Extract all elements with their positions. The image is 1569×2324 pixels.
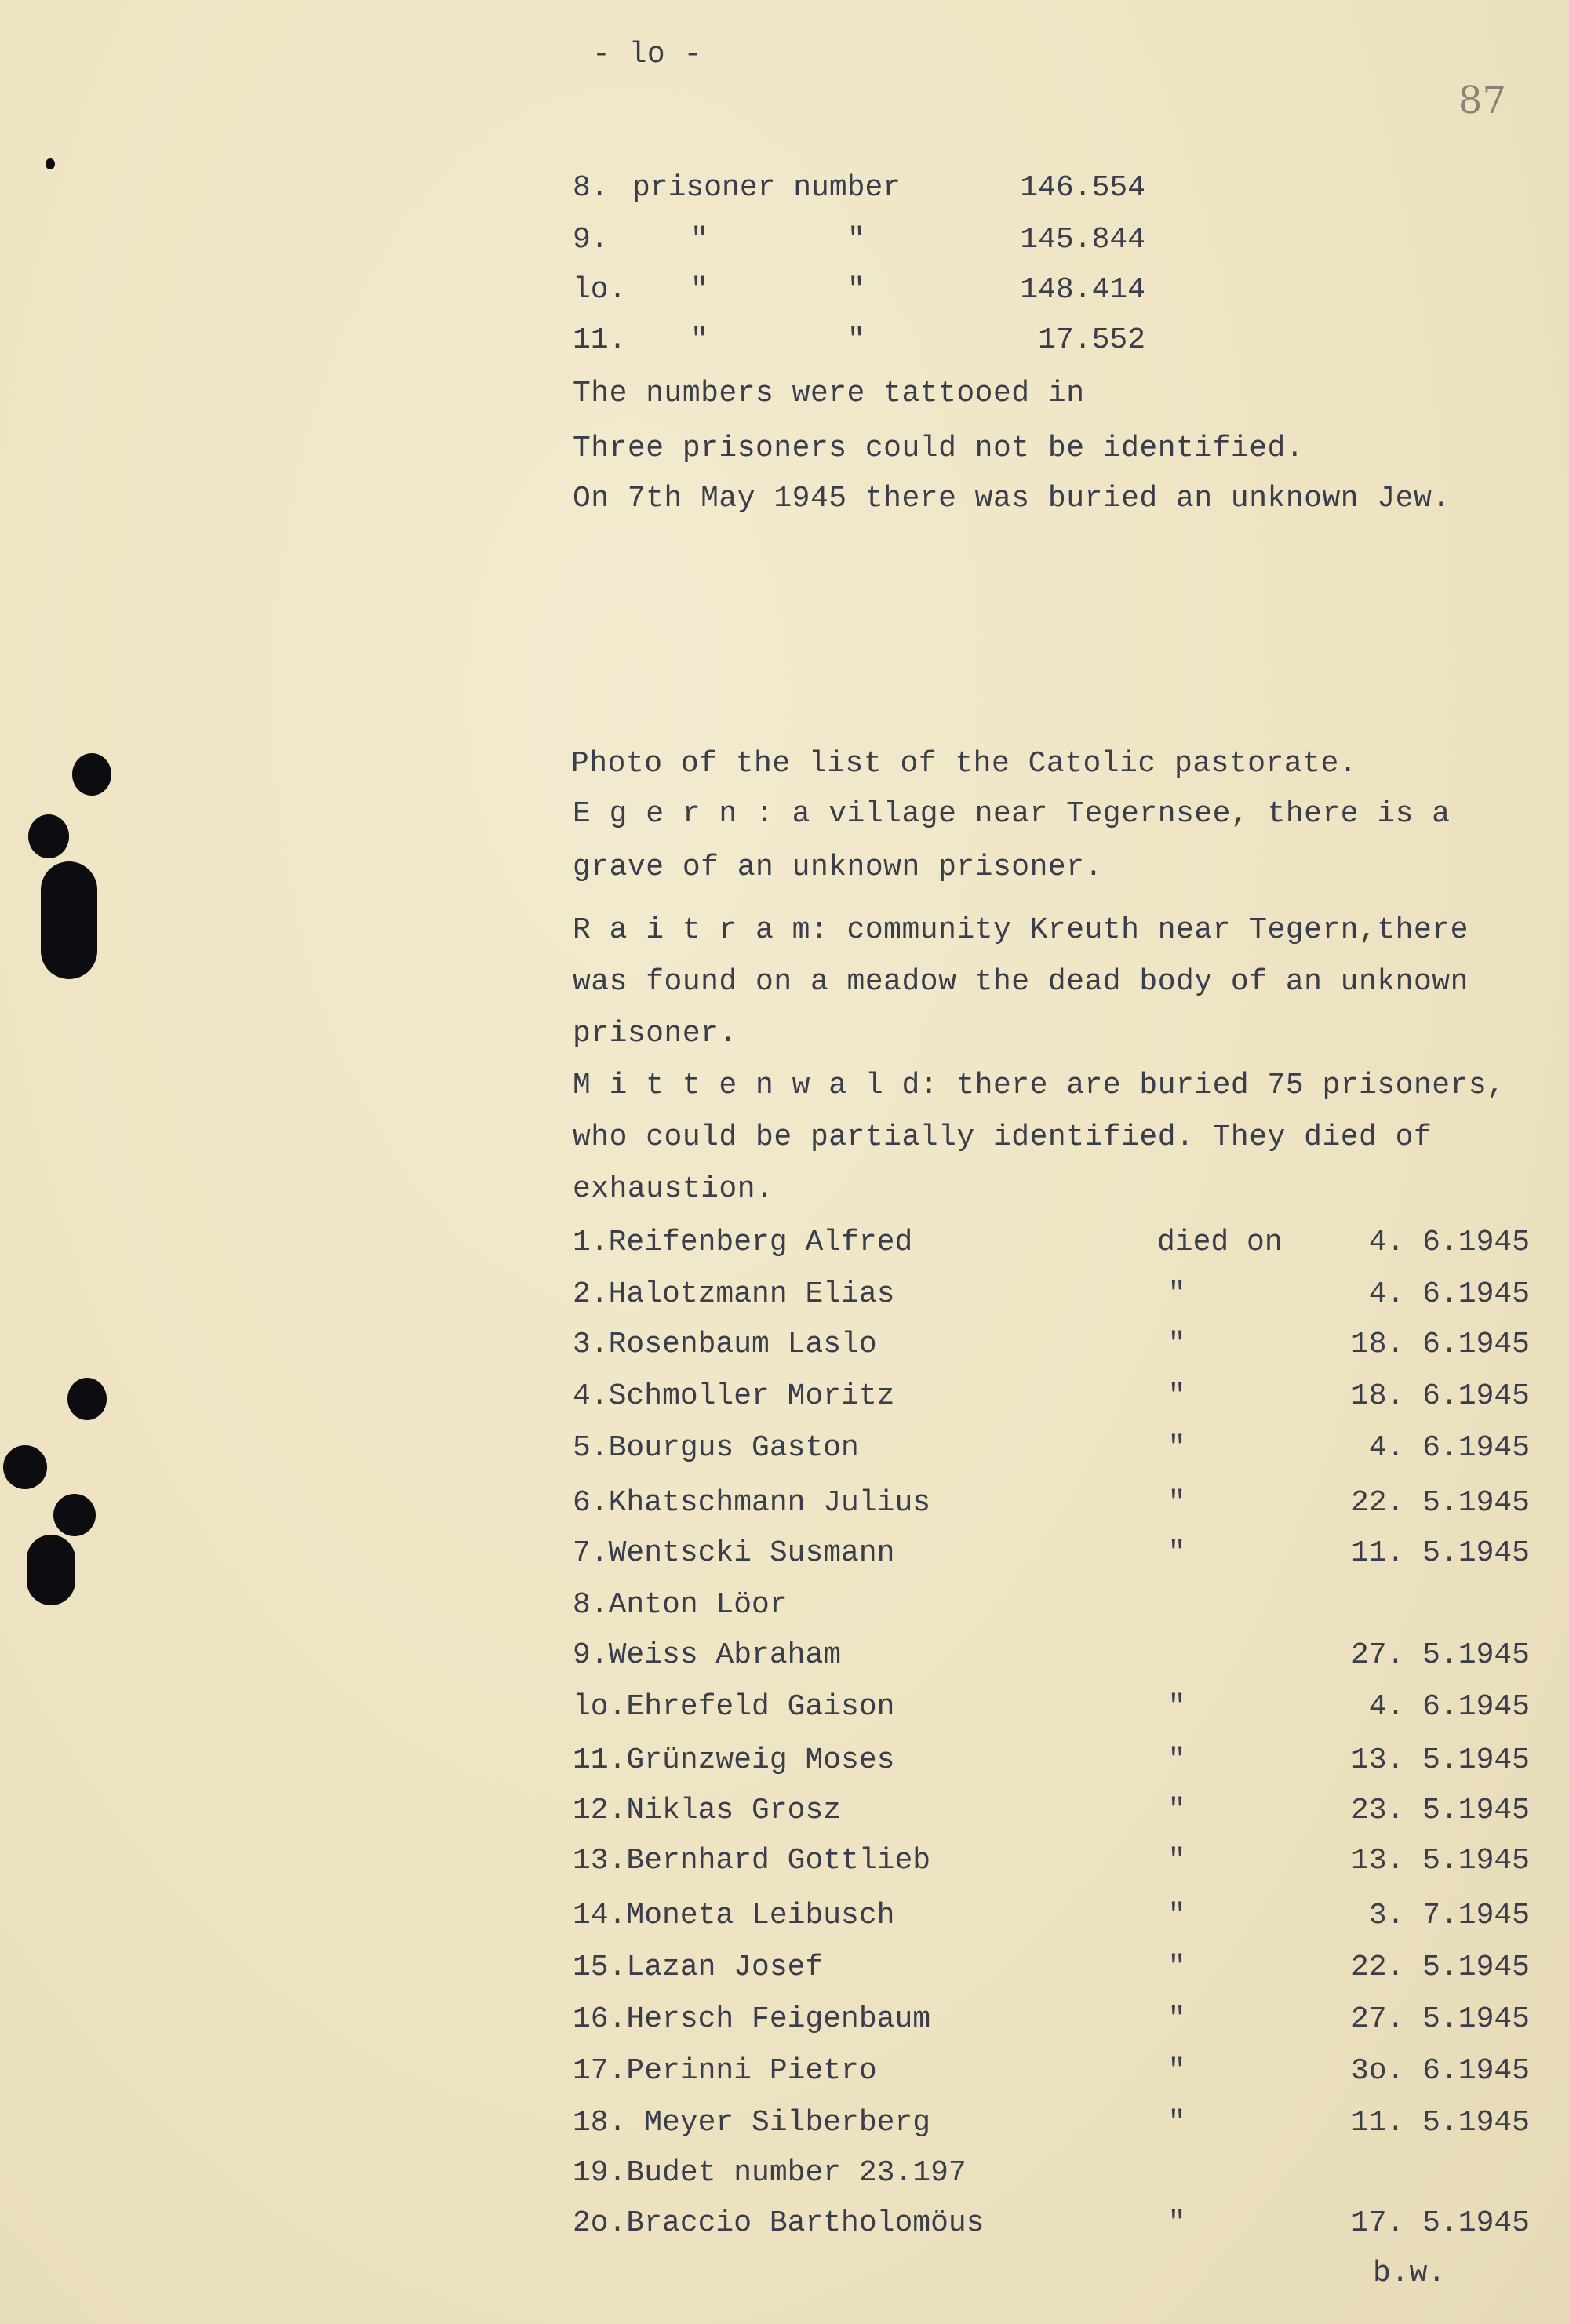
burial-date: 13. 5.1945 [1350, 1844, 1530, 1878]
burial-date: 17. 5.1945 [1350, 2206, 1530, 2240]
burial-row [573, 2106, 1530, 2140]
burial-name: 16.Hersch Feigenbaum [573, 2002, 931, 2036]
ditto-mark: " [847, 273, 865, 307]
intro-line: The numbers were tattooed in [573, 377, 1085, 410]
burial-mark: " [1167, 2106, 1186, 2140]
prisoner-number-value: 148.414 [1020, 273, 1145, 307]
burial-mark: " [1167, 1486, 1186, 1520]
burial-mark: " [1167, 1690, 1186, 1724]
burial-name: 14.Moneta Leibusch [573, 1899, 895, 1932]
burial-mark: " [1167, 1431, 1186, 1465]
burial-name: 13.Bernhard Gottlieb [573, 1844, 931, 1878]
burial-mark: " [1167, 2002, 1186, 2036]
punch-hole [27, 1535, 75, 1605]
burial-name: 7.Wentscki Susmann [573, 1536, 895, 1570]
burial-row [573, 1844, 1530, 1878]
burial-date: 4. 6.1945 [1368, 1431, 1530, 1465]
burial-date: 11. 5.1945 [1350, 1536, 1530, 1570]
prisoner-number-value: 146.554 [1020, 171, 1145, 205]
burial-date: 11. 5.1945 [1350, 2106, 1530, 2140]
punch-hole [72, 753, 111, 796]
burial-mark: " [1167, 2206, 1186, 2240]
burial-row [573, 2206, 1530, 2241]
burial-date: 4. 6.1945 [1368, 1277, 1530, 1311]
burial-row [573, 2002, 1530, 2037]
punch-hole [3, 1445, 47, 1489]
burial-row [573, 2054, 1530, 2089]
burial-date: 13. 5.1945 [1350, 1743, 1530, 1777]
burial-date: 3o. 6.1945 [1350, 2054, 1530, 2088]
burial-row [573, 1638, 1530, 1673]
burial-date: 18. 6.1945 [1350, 1328, 1530, 1361]
ditto-mark: " [690, 323, 708, 357]
intro-line: Three prisoners could not be identified. [573, 432, 1305, 465]
burial-row [573, 1226, 1530, 1260]
burial-row [573, 1328, 1530, 1362]
burial-row [573, 2156, 1530, 2191]
burial-date: 27. 5.1945 [1350, 1638, 1530, 1672]
burial-date: 23. 5.1945 [1350, 1794, 1530, 1827]
burial-name: 6.Khatschmann Julius [573, 1486, 931, 1520]
ditto-mark: " [690, 273, 708, 307]
prisoner-number-row [573, 171, 1145, 206]
burial-name: 2o.Braccio Bartholomöus [573, 2206, 985, 2240]
punch-hole [67, 1378, 107, 1420]
burial-row [573, 1536, 1530, 1571]
raitram-line: was found on a meadow the dead body of an unknown [573, 965, 1469, 999]
prisoner-number-row [573, 223, 1145, 257]
burial-name: 4.Schmoller Moritz [573, 1379, 895, 1413]
burial-date: 3. 7.1945 [1368, 1899, 1530, 1932]
burial-name: 5.Bourgus Gaston [573, 1431, 859, 1465]
burial-name: 11.Grünzweig Moses [573, 1743, 895, 1777]
prisoner-number-label: 11. [573, 323, 627, 357]
prisoner-number-value: 17.552 [1038, 323, 1145, 357]
burial-mark: " [1167, 1951, 1186, 1984]
burial-mark: " [1167, 2054, 1186, 2088]
raitram-line: prisoner. [573, 1017, 737, 1051]
egern-line: E g e r n : a village near Tegernsee, there is a [573, 797, 1451, 831]
punch-hole [28, 814, 69, 858]
burial-row [573, 1794, 1530, 1828]
prisoner-number-value: 145.844 [1020, 223, 1145, 257]
prisoner-number-label: 9. [573, 223, 609, 257]
burial-row [573, 1486, 1530, 1521]
punch-hole [46, 158, 55, 169]
burial-mark: " [1167, 1328, 1186, 1361]
burial-name: lo.Ehrefeld Gaison [573, 1690, 895, 1724]
burial-name: 12.Niklas Grosz [573, 1794, 842, 1827]
prisoner-number-label: 8. [573, 171, 609, 205]
burial-mark: " [1167, 1277, 1186, 1311]
burial-name: 9.Weiss Abraham [573, 1638, 842, 1672]
burial-date: 22. 5.1945 [1350, 1486, 1530, 1520]
burial-mark: " [1167, 1743, 1186, 1777]
prisoner-number-row [573, 323, 1145, 358]
burial-name: 3.Rosenbaum Laslo [573, 1328, 877, 1361]
burial-name: 2.Halotzmann Elias [573, 1277, 895, 1311]
burial-row [573, 1277, 1530, 1312]
burial-row [573, 1431, 1530, 1466]
punch-hole [41, 861, 97, 979]
page-number: - lo - [592, 38, 702, 71]
burial-row [573, 1951, 1530, 1985]
burial-row [573, 1743, 1530, 1778]
raitram-line: R a i t r a m: community Kreuth near Tegern,there [573, 913, 1469, 947]
mittenwald-line: exhaustion. [573, 1172, 774, 1206]
burial-name: 18. Meyer Silberberg [573, 2106, 931, 2140]
burial-name: 19.Budet number 23.197 [573, 2156, 967, 2190]
burial-name: 17.Perinni Pietro [573, 2054, 877, 2088]
burial-date: 18. 6.1945 [1350, 1379, 1530, 1413]
intro-line: On 7th May 1945 there was buried an unknown Jew. [573, 482, 1451, 515]
ditto-mark: " [847, 323, 865, 357]
burial-mark: " [1167, 1379, 1186, 1413]
burial-date: 4. 6.1945 [1368, 1690, 1530, 1724]
egern-line: grave of an unknown prisoner. [573, 851, 1103, 884]
punch-hole [53, 1494, 96, 1536]
burial-row [573, 1899, 1530, 1933]
burial-date: 4. 6.1945 [1368, 1226, 1530, 1259]
section-heading: Photo of the list of the Catolic pastorate. [571, 747, 1358, 781]
burial-row [573, 1690, 1530, 1725]
prisoner-number-text: prisoner number [632, 171, 901, 205]
burial-mark: " [1167, 1794, 1186, 1827]
mittenwald-line: who could be partially identified. They died of [573, 1120, 1432, 1154]
burial-row [573, 1588, 1530, 1623]
burial-row [573, 1379, 1530, 1414]
corner-page-number: 87 [1458, 78, 1506, 122]
footer-note: b.w. [1373, 2257, 1447, 2290]
prisoner-number-label: lo. [573, 273, 627, 307]
prisoner-number-row [573, 273, 1145, 308]
burial-name: 8.Anton Löor [573, 1588, 788, 1622]
mittenwald-line: M i t t e n w a l d: there are buried 75 prisoners, [573, 1069, 1505, 1102]
ditto-mark: " [690, 223, 708, 257]
burial-date: 22. 5.1945 [1350, 1951, 1530, 1984]
ditto-mark: " [847, 223, 865, 257]
burial-name: 15.Lazan Josef [573, 1951, 824, 1984]
burial-mark: " [1167, 1844, 1186, 1878]
burial-name: 1.Reifenberg Alfred [573, 1226, 913, 1259]
burial-date: 27. 5.1945 [1350, 2002, 1530, 2036]
burial-mark: died on [1157, 1226, 1283, 1259]
burial-mark: " [1167, 1899, 1186, 1932]
burial-mark: " [1167, 1536, 1186, 1570]
